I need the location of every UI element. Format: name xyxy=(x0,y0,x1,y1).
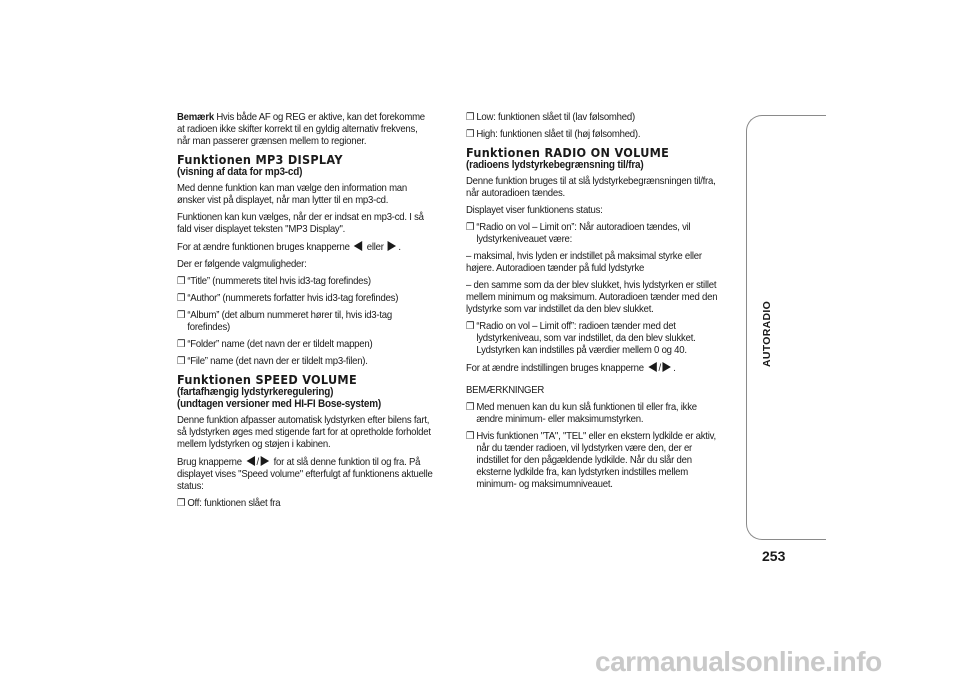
watermark: carmanualsonline.info xyxy=(595,646,882,677)
speed-subheading-2: (undtagen versioner med HI-FI Bose-system) xyxy=(177,398,382,410)
radio-paragraph-3: – maksimal, hvis lyden er indstillet på maksimal styrke eller højere. Autoradioen tænder på fuld lydstyrke xyxy=(466,251,702,274)
list-item xyxy=(177,310,433,334)
radio-paragraph-5 xyxy=(466,362,722,375)
right-arrow-icon xyxy=(261,456,269,466)
left-arrow-icon xyxy=(648,362,656,372)
list-item xyxy=(466,402,722,426)
checkbox-bullet-icon: ❒ xyxy=(177,310,186,321)
left-column xyxy=(177,112,433,515)
radio-p5-before: For at ændre indstillingen bruges knapperne xyxy=(466,363,644,374)
section-tab-label xyxy=(760,296,774,371)
mp3-heading: Funktionen MP3 DISPLAY xyxy=(177,153,343,167)
checkbox-bullet-icon: ❒ xyxy=(177,498,186,509)
speed-paragraph-1: Denne funktion afpasser automatisk lydstyrken efter bilens fart, så lydstyrken øges med stigende fart for at opretholde forholdet mellem lydstyrken og støjen i kabinen. xyxy=(177,415,431,450)
option-text: “Album” (det album nummeret hører til, hvis id3-tag forefindes) xyxy=(187,310,392,333)
note-text: Hvis både AF og REG er aktive, kan det forekomme at radioen ikke skifter korrekt til en gyldig alternativ frekvens, når man passerer grænsen mellem to regioner. xyxy=(177,112,425,147)
note-label: Bemærk xyxy=(177,112,214,123)
checkbox-bullet-icon: ❒ xyxy=(177,339,186,350)
mp3-paragraph-4: Der er følgende valgmuligheder: xyxy=(177,259,307,270)
radio-subheading: (radioens lydstyrkebegrænsning til/fra) xyxy=(466,159,644,171)
option-text: “Title” (nummerets titel hvis id3-tag forefindes) xyxy=(187,276,371,287)
note-paragraph xyxy=(177,112,433,148)
radio-p5-after: . xyxy=(673,363,676,374)
list-item xyxy=(466,129,722,141)
left-arrow-icon xyxy=(354,241,362,251)
mp3-paragraph-1: Med denne funktion kan man vælge den information man ønsker vist på displayet, når man lytter til en mp3-cd. xyxy=(177,183,408,206)
list-item xyxy=(466,431,722,491)
mp3-p3-before: For at ændre funktionen bruges knapperne xyxy=(177,242,350,253)
speed-p2-after: for at slå denne funktion til og fra. På displayet vises "Speed volume" efterfulgt af funktionens aktuelle status: xyxy=(177,457,433,492)
slash-separator: / xyxy=(658,363,661,374)
list-item xyxy=(466,321,722,357)
option-text: High: funktionen slået til (høj følsomhed). xyxy=(476,129,641,140)
radio-paragraph-2: Displayet viser funktionens status: xyxy=(466,205,603,216)
list-item xyxy=(177,276,433,288)
right-arrow-icon xyxy=(388,241,396,251)
option-text: “Radio on vol – Limit off”: radioen tænder med det lydstyrkeniveau, som var indstillet, da den blev slukket. Lydstyrken kan indstilles på værdier mellem 0 og 40. xyxy=(476,321,696,356)
remark-text: Hvis funktionen "TA", "TEL" eller en ekstern lydkilde er aktiv, når du tænder radioen, vil lydstyrken være den, der er indstillet for den pågældende lydkilde. Når du slår den eksterne lydkilde fra, kan lydstyrken indstilles mellem minimum- og maksimumniveauet. xyxy=(476,431,716,490)
checkbox-bullet-icon: ❒ xyxy=(177,276,186,287)
list-item xyxy=(466,222,722,246)
checkbox-bullet-icon: ❒ xyxy=(177,356,186,367)
remark-text: Med menuen kan du kun slå funktionen til eller fra, ikke ændre minimum- eller maksimumstyrken. xyxy=(476,402,697,425)
option-text: “Folder” name (det navn der er tildelt mappen) xyxy=(187,339,373,350)
remarks-title: BEMÆRKNINGER xyxy=(466,385,545,396)
mp3-subheading: (visning af data for mp3-cd) xyxy=(177,166,303,178)
checkbox-bullet-icon: ❒ xyxy=(466,112,475,123)
option-text: “Author” (nummerets forfatter hvis id3-tag forefindes) xyxy=(187,293,399,304)
list-item xyxy=(177,293,433,305)
radio-heading: Funktionen RADIO ON VOLUME xyxy=(466,146,670,160)
slash-separator: / xyxy=(256,457,259,468)
checkbox-bullet-icon: ❒ xyxy=(466,321,475,332)
list-item xyxy=(466,112,722,124)
page-number: 253 xyxy=(762,548,786,564)
speed-subheading-1: (fartafhængig lydstyrkeregulering) xyxy=(177,386,334,398)
option-text: Off: funktionen slået fra xyxy=(187,498,281,509)
right-arrow-icon xyxy=(663,362,671,372)
section-tab xyxy=(746,115,826,540)
option-text: “Radio on vol – Limit on”: Når autoradioen tændes, vil lydstyrkeniveauet være: xyxy=(476,222,691,245)
mp3-p3-mid: eller xyxy=(366,242,384,253)
speed-p2-before: Brug knapperne xyxy=(177,457,242,468)
radio-paragraph-4: – den samme som da der blev slukket, hvis lydstyrken er stillet mellem minimum og maksimum. Autoradioen tænder med den lydstyrke som var indstillet da den blev slukket. xyxy=(466,280,718,315)
mp3-p3-after: . xyxy=(398,242,401,253)
checkbox-bullet-icon: ❒ xyxy=(466,431,475,442)
option-text: Low: funktionen slået til (lav følsomhed) xyxy=(476,112,635,123)
radio-paragraph-1: Denne funktion bruges til at slå lydstyrkebegrænsningen til/fra, når autoradioen tændes. xyxy=(466,176,716,199)
checkbox-bullet-icon: ❒ xyxy=(177,293,186,304)
list-item xyxy=(177,498,433,510)
speed-paragraph-2 xyxy=(177,456,433,493)
mp3-paragraph-3 xyxy=(177,241,433,254)
checkbox-bullet-icon: ❒ xyxy=(466,129,475,140)
mp3-paragraph-2: Funktionen kan kun vælges, når der er indsat en mp3-cd. I så fald viser displayet teksten "MP3 Display". xyxy=(177,212,424,235)
left-arrow-icon xyxy=(246,456,254,466)
section-tab-text: AUTORADIO xyxy=(761,300,773,367)
option-text: “File” name (det navn der er tildelt mp3-filen). xyxy=(187,356,368,367)
list-item xyxy=(177,356,433,368)
list-item xyxy=(177,339,433,351)
right-column xyxy=(466,112,722,496)
speed-heading: Funktionen SPEED VOLUME xyxy=(177,373,357,387)
checkbox-bullet-icon: ❒ xyxy=(466,402,475,413)
checkbox-bullet-icon: ❒ xyxy=(466,222,475,233)
